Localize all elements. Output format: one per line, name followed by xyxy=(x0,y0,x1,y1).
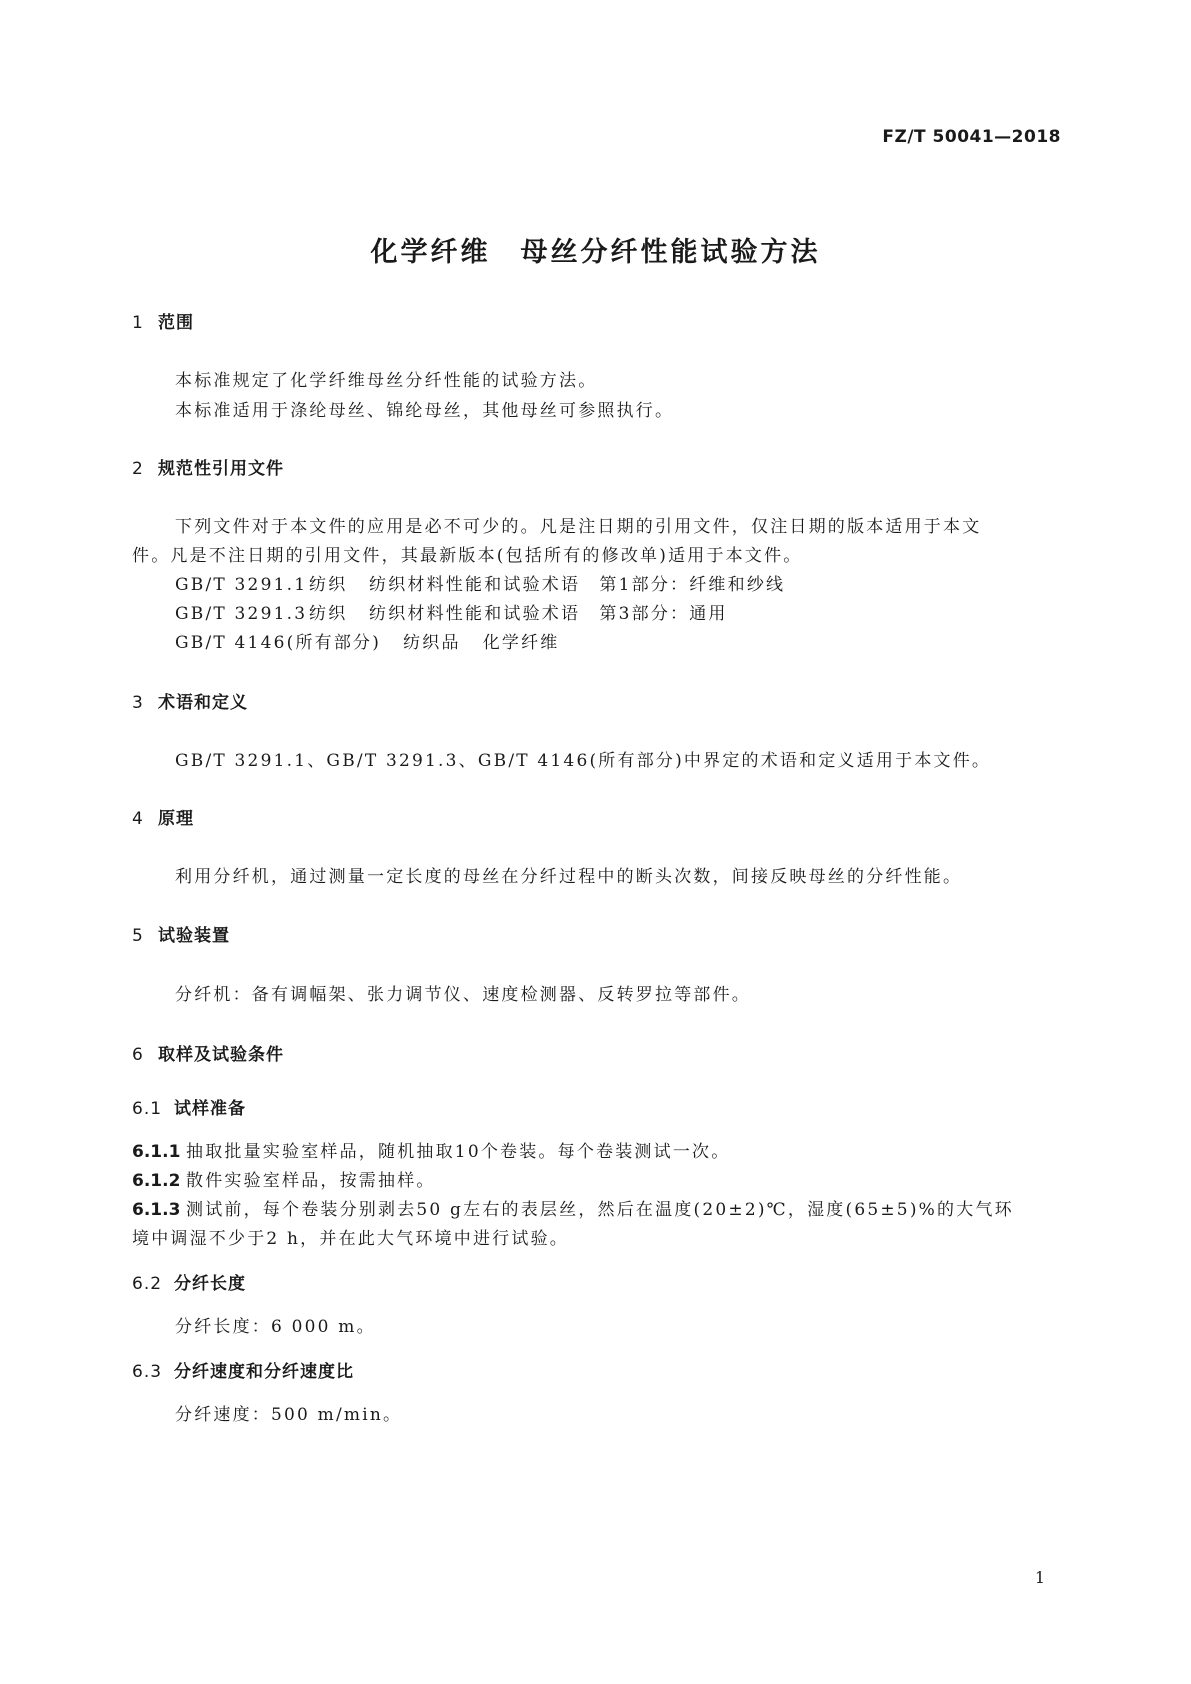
section-title: 范围 xyxy=(158,313,194,333)
section-heading-4 xyxy=(132,804,194,829)
subsection-title: 分纤速度和分纤速度比 xyxy=(174,1362,354,1382)
section-heading-1 xyxy=(132,308,194,333)
section-title: 试验装置 xyxy=(158,926,230,946)
reference-part: 纺织品 xyxy=(403,633,461,653)
clause-number: 6.1.2 xyxy=(132,1171,181,1191)
reference-title: 纺织材料性能和试验术语 第1部分：纤维和纱线 xyxy=(369,575,786,595)
reference-code: GB/T 3291.3 xyxy=(175,604,308,624)
reference-code: GB/T 4146(所有部分) xyxy=(175,633,382,653)
section-heading-6 xyxy=(132,1040,284,1065)
section-title: 原理 xyxy=(158,809,194,829)
clause-text: 测试前，每个卷装分别剥去50 g左右的表层丝，然后在温度(20±2)℃，湿度(65±5)%的大气环 xyxy=(186,1200,1014,1220)
clause-text: 抽取批量实验室样品，随机抽取10个卷装。每个卷装测试一次。 xyxy=(186,1142,731,1162)
clause-text: 散件实验室样品，按需抽样。 xyxy=(186,1171,436,1191)
clause-continuation: 境中调湿不少于2 h，并在此大气环境中进行试验。 xyxy=(132,1229,569,1249)
section-number: 6 xyxy=(132,1045,144,1065)
subsection-number: 6.2 xyxy=(132,1274,163,1294)
reference-title: 化学纤维 xyxy=(482,633,560,653)
clause-6-1-3 xyxy=(132,1195,1014,1220)
paragraph: 分纤机：备有调幅架、张力调节仪、速度检测器、反转罗拉等部件。 xyxy=(175,985,751,1005)
paragraph: 利用分纤机，通过测量一定长度的母丝在分纤过程中的断头次数，间接反映母丝的分纤性能。 xyxy=(175,867,963,887)
section-number: 1 xyxy=(132,313,144,333)
paragraph: 分纤速度：500 m/min。 xyxy=(175,1405,403,1425)
subsection-title: 分纤长度 xyxy=(174,1274,246,1294)
section-number: 5 xyxy=(132,926,144,946)
reference-title: 纺织材料性能和试验术语 第3部分：通用 xyxy=(369,604,728,624)
reference-item xyxy=(175,628,560,653)
document-title: 化学纤维 母丝分纤性能试验方法 xyxy=(370,237,821,268)
reference-part: 纺织 xyxy=(309,575,348,595)
section-title: 取样及试验条件 xyxy=(158,1045,284,1065)
subsection-heading-6-1 xyxy=(132,1094,246,1119)
section-heading-3 xyxy=(132,688,248,713)
clause-6-1-1 xyxy=(132,1137,730,1162)
clause-number: 6.1.3 xyxy=(132,1200,181,1220)
section-heading-2 xyxy=(132,454,284,479)
reference-item xyxy=(175,599,728,624)
paragraph: 件。凡是不注日期的引用文件，其最新版本(包括所有的修改单)适用于本文件。 xyxy=(132,546,803,566)
paragraph: 本标准规定了化学纤维母丝分纤性能的试验方法。 xyxy=(175,371,598,391)
standard-code: FZ/T 50041—2018 xyxy=(882,127,1061,147)
section-number: 4 xyxy=(132,809,144,829)
section-number: 3 xyxy=(132,693,144,713)
paragraph: 下列文件对于本文件的应用是必不可少的。凡是注日期的引用文件，仅注日期的版本适用于本文 xyxy=(175,517,982,537)
clause-6-1-2 xyxy=(132,1166,436,1191)
subsection-number: 6.3 xyxy=(132,1362,163,1382)
section-number: 2 xyxy=(132,459,144,479)
reference-item xyxy=(175,570,785,595)
subsection-heading-6-2 xyxy=(132,1269,246,1294)
section-heading-5 xyxy=(132,921,230,946)
page-number: 1 xyxy=(1034,1568,1045,1587)
subsection-number: 6.1 xyxy=(132,1099,163,1119)
paragraph: GB/T 3291.1、GB/T 3291.3、GB/T 4146(所有部分)中界定的术语和定义适用于本文件。 xyxy=(175,751,992,771)
reference-code: GB/T 3291.1 xyxy=(175,575,308,595)
section-title: 规范性引用文件 xyxy=(158,459,284,479)
clause-number: 6.1.1 xyxy=(132,1142,181,1162)
paragraph: 分纤长度：6 000 m。 xyxy=(175,1317,376,1337)
paragraph: 本标准适用于涤纶母丝、锦纶母丝，其他母丝可参照执行。 xyxy=(175,401,675,421)
section-title: 术语和定义 xyxy=(158,693,248,713)
reference-part: 纺织 xyxy=(309,604,348,624)
subsection-heading-6-3 xyxy=(132,1357,354,1382)
subsection-title: 试样准备 xyxy=(174,1099,246,1119)
